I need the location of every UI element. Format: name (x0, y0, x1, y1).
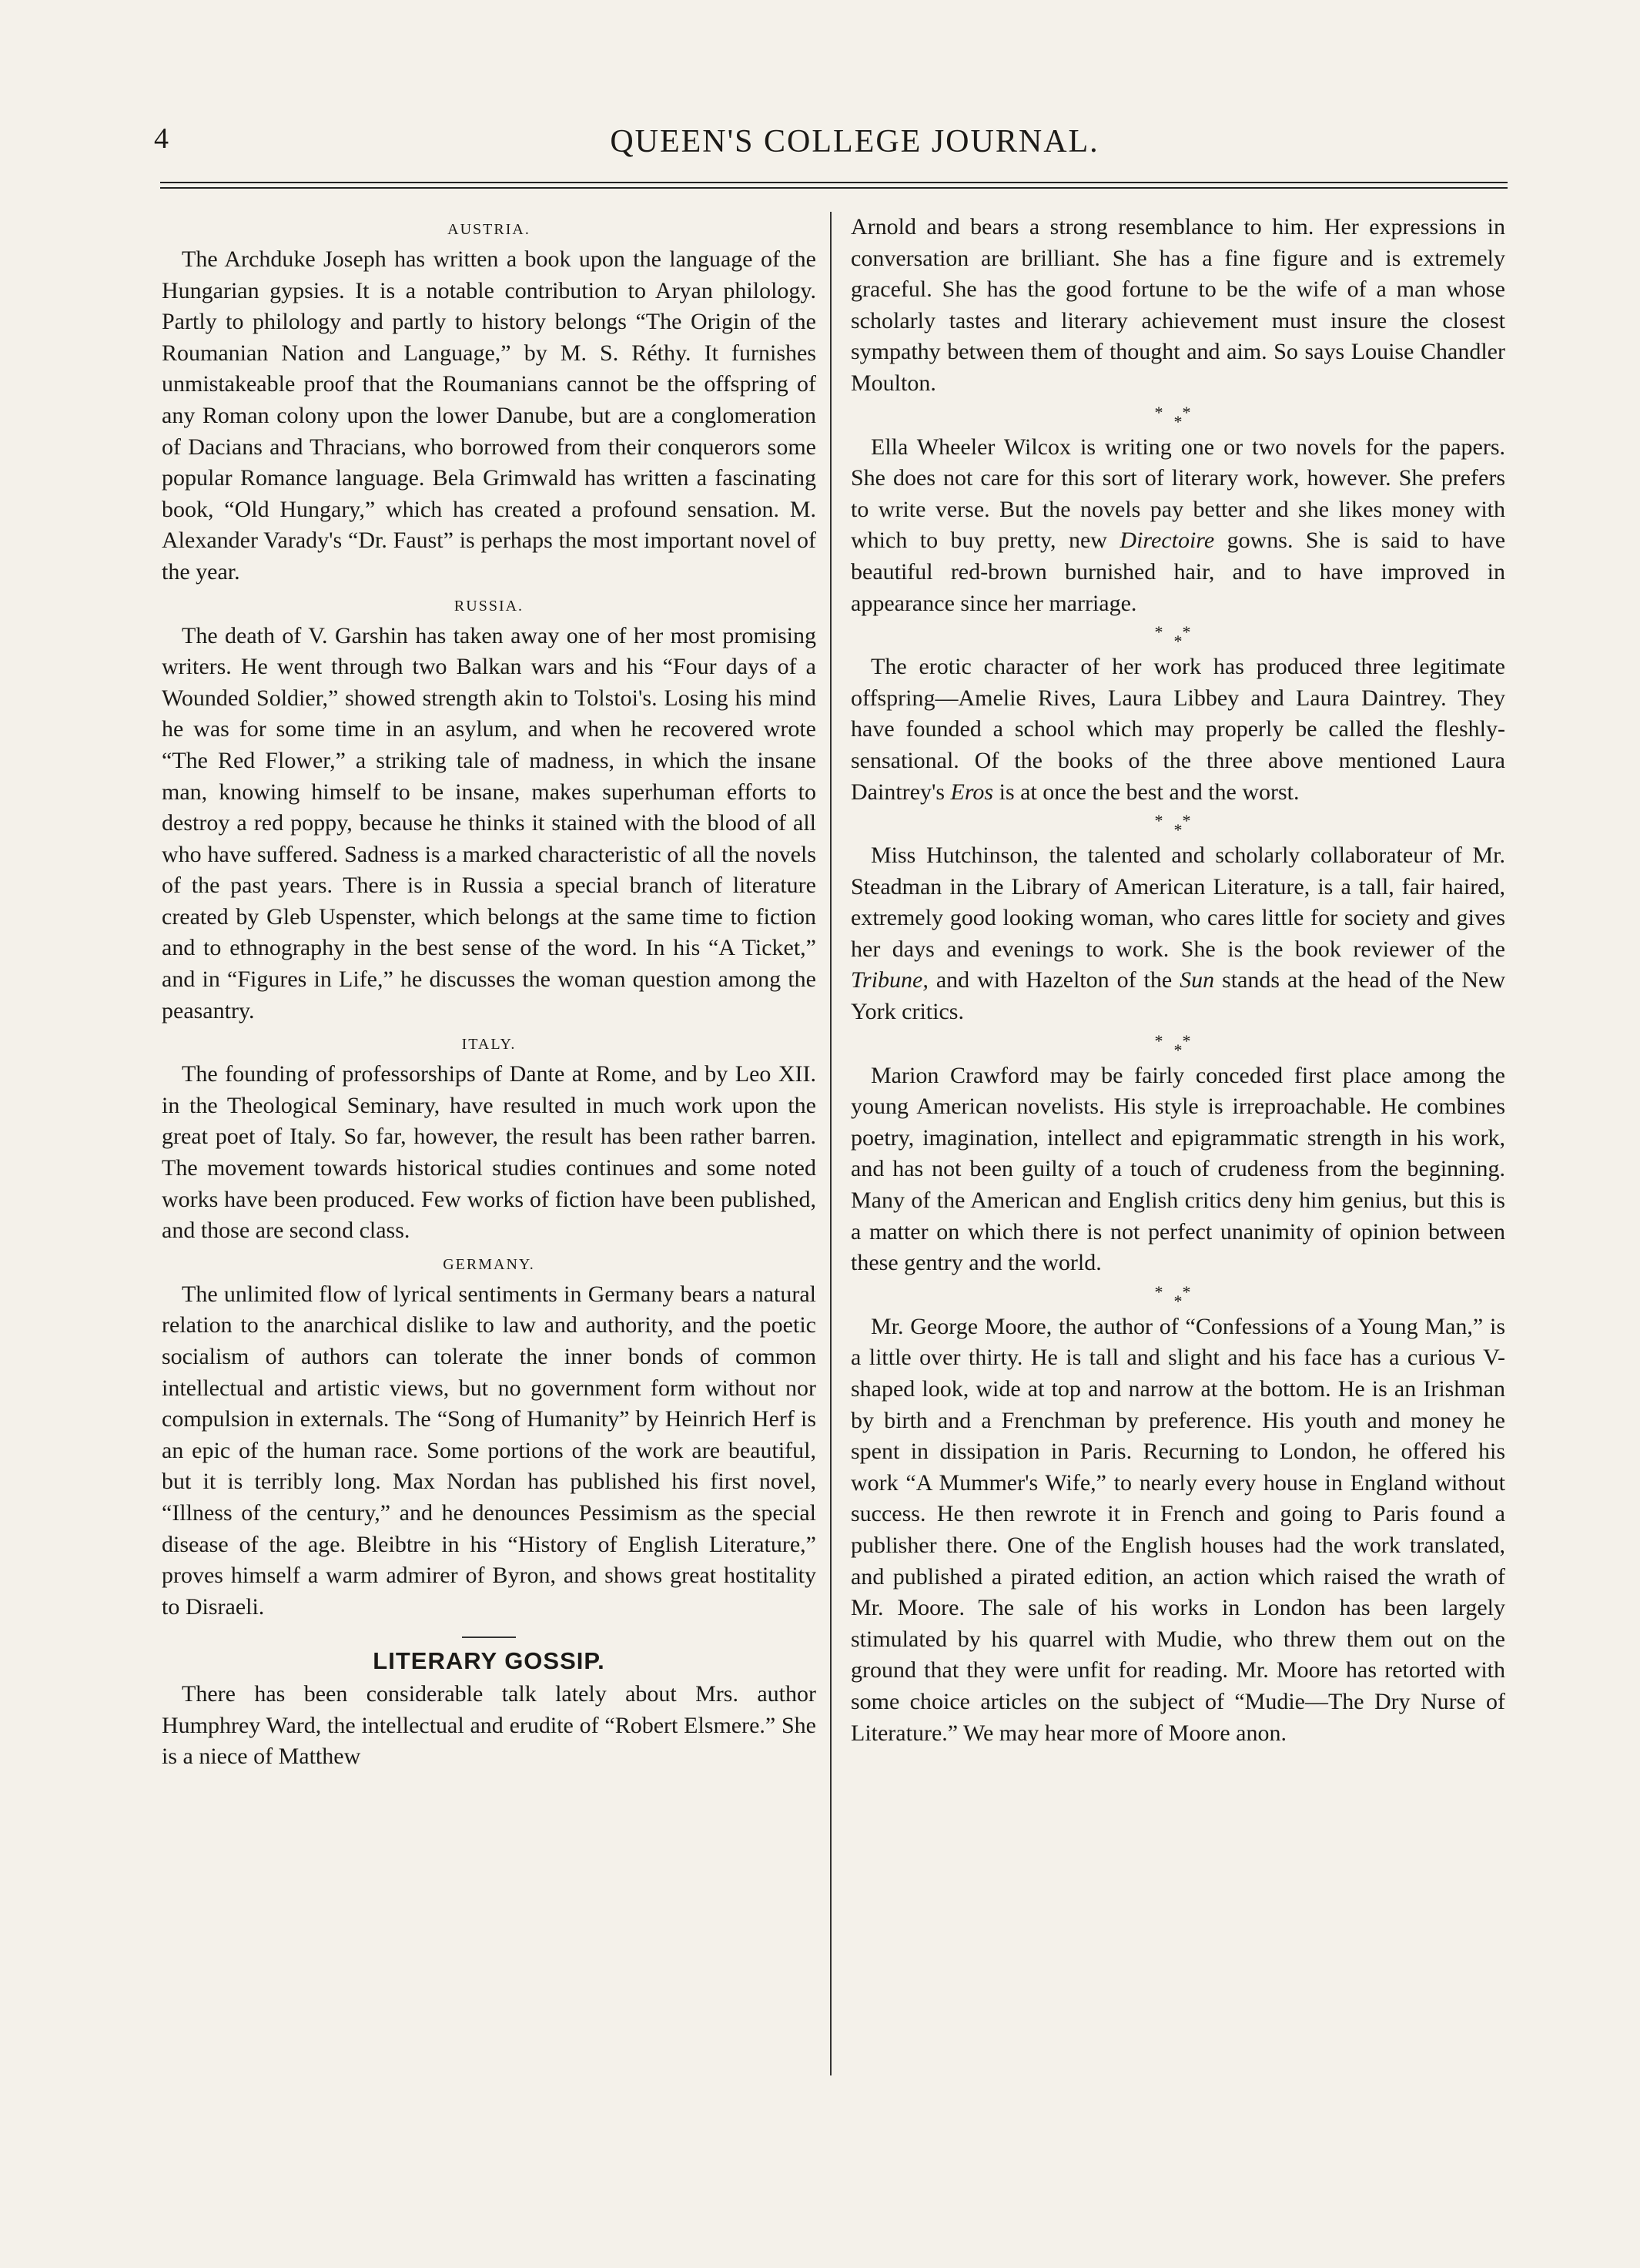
wilcox-paragraph: Ella Wheeler Wilcox is writing one or two novels for the papers. She does not care for this sort of literary work, however. She prefers to write verse. But the novels pay better and she likes money with which to buy pretty, new Directoire gowns. She is said to have beautiful red-brown burnished hair, and to have improved in appearance since her marriage. (851, 434, 1506, 616)
literary-gossip-heading: LITERARY GOSSIP. (373, 1647, 605, 1675)
journal-title: QUEEN'S COLLEGE JOURNAL. (610, 124, 1099, 159)
russia-paragraph: The death of V. Garshin has taken away one of her most promising writers. He went through two Balkan wars and his “Four days of a Wounded Soldier,” showed strength akin to Tolstoi's. Losing his mind he was for some time in an asylum, and when he recovered wrote “The Red Flower,” a striking tale of madness, in which the insane man, knowing himself to be insane, makes superhuman efforts to destroy a red poppy, because he thinks it stained with the blood of all who have suffered. Sadness is a marked characteristic of all the novels of the past years. There is in Russia a special branch of literature created by Gleb Uspenster, which belongs at the same time to fiction and to ethnography in the best sense of the word. In his “A Ticket,” and in “Figures in Life,” he discusses the woman question among the peasantry. (162, 622, 816, 1023)
right-column (851, 212, 1505, 1749)
column-divider (830, 212, 832, 2075)
asterism-separator: *** (1154, 811, 1202, 840)
section-heading-russia: RUSSIA. (454, 597, 524, 615)
crawford-paragraph: Marion Crawford may be fairly conceded first place among the young American novelists. His style is irreproachable. He combines poetry, imagination, intellect and epigrammatic strength in his work, and has not been guilty of a touch of crudeness from the beginning. Many of the American and English critics deny him genius, but this is a matter on which there is not perfect unanimity of opinion between these gentry and the world. (851, 1062, 1505, 1276)
germany-paragraph: The unlimited flow of lyrical sentiments in Germany bears a natural relation to the anarchical dislike to law and authority, and the poetic socialism of authors can tolerate the inner bonds of common intellectual and artistic views, but no government form without nor compulsion in externals. The “Song of Humanity” by Heinrich Herf is an epic of the human race. Some portions of the work are beautiful, but it is terribly long. Max Nordan has published his first novel, “Illness of the century,” and he denounces Pessimism as the special disease of the age. Bleibtre in his “History of English Literature,” proves himself a warm admirer of Byron, and shows great hostitality to Disraeli. (162, 1281, 816, 1620)
header-rule-lower (160, 187, 1508, 189)
gossip-paragraph: There has been considerable talk lately about Mrs. author Humphrey Ward, the intellectual and erudite of “Robert Elsmere.” She is a niece of Matthew (162, 1680, 816, 1770)
asterism-separator: *** (1154, 1030, 1202, 1060)
section-heading-austria: AUSTRIA. (447, 221, 530, 238)
left-column (162, 212, 816, 1773)
austria-paragraph: The Archduke Joseph has written a book upon the language of the Hungarian gypsies. It is a notable contribution to Aryan philology. Partly to philology and partly to history belongs “The Origin of the Roumanian Nation and Language,” by M. S. Réthy. It furnishes unmistakeable proof that the Roumanians cannot be the offspring of any Roman colony upon the lower Danube, but are a conglomeration of Dacians and Thracians, who borrowed from their conquerors some popular Romance language. Bela Grimwald has written a fascinating book, “Old Hungary,” which has created a profound sensation. M. Alexander Varady's “Dr. Faust” is perhaps the most important novel of the year. (162, 246, 816, 585)
italy-paragraph: The founding of professorships of Dante at Rome, and by Leo XII. in the Theological Seminary, have resulted in much work upon the great poet of Italy. So far, however, the result has been rather barren. The movement towards historical studies continues and some noted works have been produced. Few works of fiction have been published, and those are second class. (162, 1061, 816, 1244)
header-rule-upper (160, 182, 1508, 183)
erotic-paragraph: The erotic character of her work has produced three legitimate offspring—Amelie Rives, Laura Libbey and Laura Daintrey. They have founded a school which may properly be called the fleshly-sensational. Of the books of the three above mentioned Laura Daintrey's Eros is at once the best and the worst. (851, 654, 1505, 805)
hutchinson-paragraph: Miss Hutchinson, the talented and scholarly collaborateur of Mr. Steadman in the Library of American Literature, is a tall, fair haired, extremely good looking woman, who cares little for society and gives her days and evenings to work. She is the book reviewer of the Tribune, and with Hazelton of the Sun stands at the head of the New York critics. (851, 843, 1506, 1025)
ward-continuation-paragraph: Arnold and bears a strong resemblance to him. Her expressions in conversation are brilliant. She has a fine figure and is extremely graceful. She has the good fortune to be the wife of a man whose scholarly tastes and literary achievement must insure the closest sympathy between them of thought and aim. So says Louise Chandler Moulton. (851, 214, 1505, 396)
section-heading-italy: ITALY. (461, 1036, 517, 1054)
asterism-separator: *** (1154, 622, 1202, 652)
moore-paragraph: Mr. George Moore, the author of “Confessions of a Young Man,” is a little over thirty. He is tall and slight and his face has a curious V-shaped look, wide at top and narrow at the bottom. He is an Irishman by birth and a Frenchman by preference. His youth and money he spent in dissipation in Paris. Recurning to London, he offered his work “A Mummer's Wife,” to nearly every house in England without success. He then rewrote it in French and going to Paris found a publisher there. One of the English houses had the work translated, and published a pirated edition, an action which raised the wrath of Mr. Moore. The sale of his works in London has been largely stimulated by his quarrel with Mudie, who threw them out on the ground that they were unfit for reading. Mr. Moore has retorted with some choice articles on the subject of “Mudie—The Dry Nurse of Literature.” We may hear more of Moore anon. (851, 1313, 1505, 1746)
asterism-separator: *** (1154, 402, 1202, 431)
page-number: 4 (154, 122, 169, 155)
asterism-separator: *** (1154, 1281, 1202, 1311)
gossip-separator-rule (462, 1637, 516, 1638)
section-heading-germany: GERMANY. (443, 1255, 535, 1273)
